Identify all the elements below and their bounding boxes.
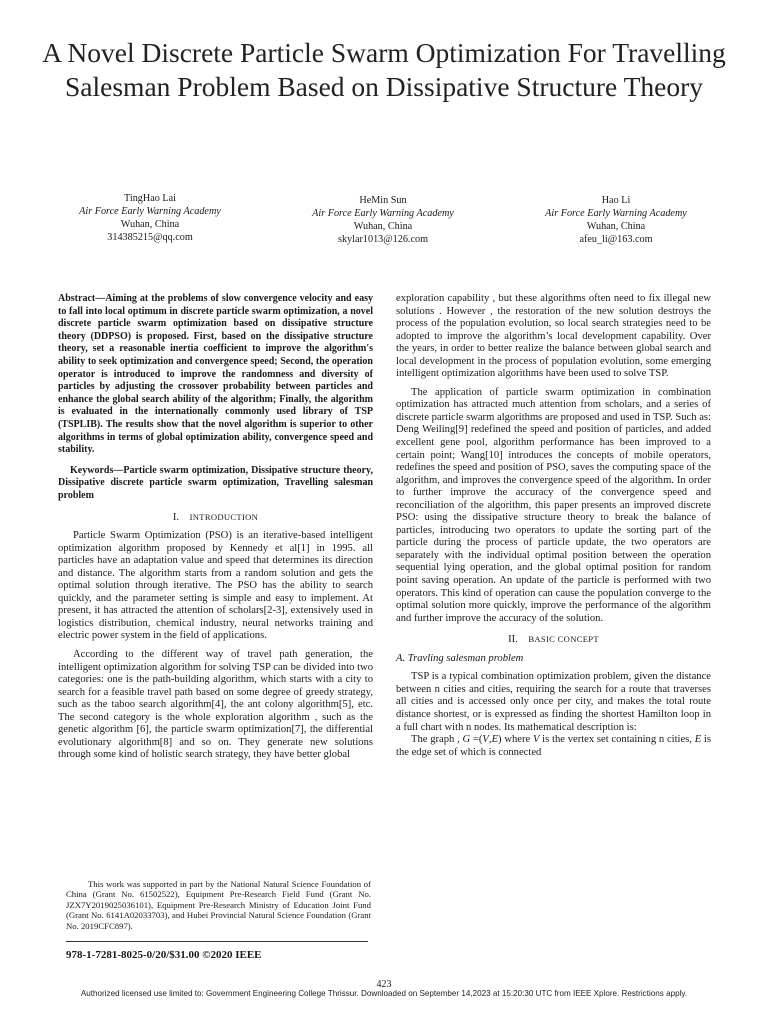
author-name: HeMin Sun: [359, 195, 407, 206]
section-heading-introduction: [58, 511, 373, 525]
section-heading-basic-concept: [396, 633, 711, 647]
author-location: Wuhan, China: [353, 221, 413, 232]
author-affiliation: Air Force Early Warning Academy: [545, 208, 687, 219]
body-paragraph: The application of particle swarm optimization in combination optimization has attracted much attention from scholars, and a series of discrete particle swarm algorithms are proposed and used in TSP. Such as: Deng Weiling[9] redefined the speed and position of particles, and added excellent gene pool, algorithm performance has been improved to a certain point; Wang[10] introduces the concepts of mobile operators, redefines the speed and position of PSO, saves the computing space of the algorithm, and improves the convergence speed of the algorithm. In order to further improve the accuracy of the convergence speed and reconciliation of the algorithm, this paper presents an improved discrete PSO: using the dissipative structure theory to break the balance of particles, introducing two operators to update the sorting part of the particle during the process of particle update, the two operators are separately with the individual optimal position between the operation sequential lying operation, and the global optimal position for random point saving operation. An update of the particle is performed with two operators. This kind of operation can cause the population converge to the optimal solution more quickly, improve the performance of the algorithm and further improve the accuracy of the solution.: [396, 386, 711, 624]
page-number: 423: [376, 979, 392, 990]
author-email: 314385215@qq.com: [107, 232, 193, 243]
author-email: skylar1013@126.com: [337, 234, 429, 245]
footnote-rule: [66, 941, 368, 942]
paper-title: A Novel Discrete Particle Swarm Optimization For Travelling Salesman Problem Based on Dissipative Structure Theory: [42, 37, 726, 102]
isbn-copyright: 978-1-7281-8025-0/20/$31.00 ©2020 IEEE: [66, 949, 262, 961]
body-paragraph: TSP is a typical combination optimization problem, given the distance between n cities and cities, requiring the search for a route that traverses all cities and is accessed only once per city, and makes the total route distance shortest, or is expressed as finding the shortest Hamilton loop in a full chart with n nodes. Its mathematical description is:: [396, 671, 711, 733]
section-number: II.: [508, 634, 518, 646]
author-block-1: [50, 192, 250, 244]
author-email: afeu_li@163.com: [579, 234, 653, 245]
keywords: Keywords—Particle swarm optimization, Dissipative structure theory, Dissipative discrete particle swarm optimization, Travelling salesman problem: [58, 464, 373, 501]
body-paragraph: Particle Swarm Optimization (PSO) is an iterative-based intelligent optimization algorithm proposed by Kennedy et al[1] in 1995. all particles have an adaptation value and speed that determines its direction and distance. The algorithm starts from a random solution and gets the optimal solution through iterative. The PSO has the ability to search quickly, and the parameter setting is simple and easy to implement. At present, it has attracted the attention of scholars[2-3], extensively used in logistics distribution, chemical industry, neural networks training and electric power system in the field of applications.: [58, 530, 373, 642]
author-location: Wuhan, China: [586, 221, 646, 232]
graph-definition-paragraph: The graph , G =(V,E) where V is the vertex set containing n cities, E is the edge set of which is connected: [396, 734, 712, 758]
author-name: Hao Li: [601, 195, 631, 206]
author-block-2: [283, 194, 483, 246]
section-title: BASIC CONCEPT: [528, 634, 599, 645]
license-notice: Authorized licensed use limited to: Government Engineering College Thrissur. Downloaded on September 14,2023 at 15:20:30 UTC from IEEE Xplore. Restrictions apply.: [80, 989, 688, 998]
abstract: Abstract—Aiming at the problems of slow convergence velocity and easy to fall into local optimum in discrete particle swarm optimization, a novel discrete particle swarm optimization based on dissipative structure theory (DDPSO) is proposed. First, based on the dissipative structure theory, set a reasonable inertia coefficient to improve the algorithm's ability to seek optimization and convergence speed; Second, the operation operator is introduced to improve the randomness and diversity of particles by adjusting the crossover probability between particles and enhance the global search ability of the algorithm; Finally, the algorithm is evaluated in the internationally commonly used library of TSP (TSPLIB). The results show that the novel algorithm is superior to other algorithms in terms of global optimization ability, convergence speed and stability.: [58, 293, 373, 456]
funding-footnote: This work was supported in part by the National Natural Science Foundation of China (Grant No. 61502522), Equipment Pre-Research Field Fund (Grant No. JZX7Y2019025036101), Equipment Pre-Research Ministry of Education Joint Fund (Grant No. 6141A02033703), and Hubei Provincial Natural Science Foundation (Grant No. 2019CFC897).: [66, 879, 371, 931]
left-column: [58, 293, 373, 762]
author-block-3: [516, 194, 716, 246]
author-location: Wuhan, China: [120, 219, 180, 230]
author-name: TingHao Lai: [124, 193, 176, 204]
section-number: I.: [172, 511, 180, 523]
section-title: INTRODUCTION: [189, 511, 259, 522]
body-paragraph: According to the different way of travel path generation, the intelligent optimization algorithm for solving TSP can be divided into two categories: one is the path-building algorithm, which starts with a city to search for a feasible travel path based on some degree of greedy strategy, such as the taboo search algorithm[4], the ant colony algorithm[5], etc. The second category is the whole exploration algorithm , such as the genetic algorithm [6], the particle swarm optimization[7], the differential evolutionary algorithm[8] and so on. They generate new solutions through some kind of holistic search strategy, they have better global: [58, 648, 373, 761]
right-column: [396, 293, 711, 759]
author-affiliation: Air Force Early Warning Academy: [79, 206, 221, 217]
subsection-heading: A. Travling salesman problem: [396, 652, 524, 664]
body-paragraph: exploration capability , but these algorithms often need to fix illegal new solutions . However , the restoration of the new solution destroys the process of the population evolution, so local search strategies need to be adopted to improve the algorithm’s local development capability. Over the years, in order to better realize the balance between global search and local development in the process of population evolution, some emerging intelligent optimization algorithms have been used to solve TSP.: [396, 293, 711, 380]
author-affiliation: Air Force Early Warning Academy: [312, 208, 454, 219]
